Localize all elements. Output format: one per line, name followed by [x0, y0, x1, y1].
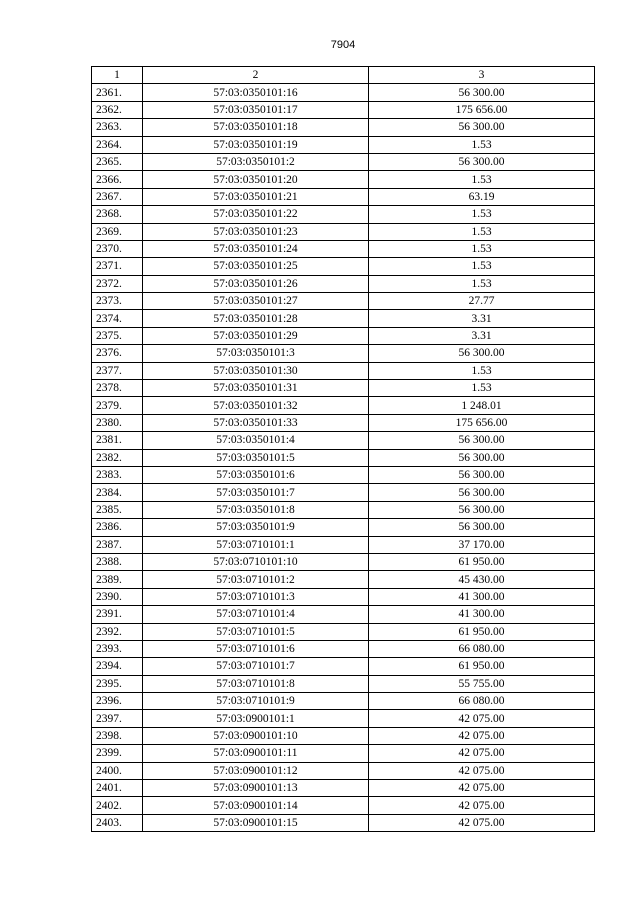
cadastral-number-cell: 57:03:0350101:33 — [143, 414, 369, 431]
cadastral-value-table — [91, 66, 595, 832]
table-row — [92, 640, 595, 657]
column-header-3: 3 — [369, 67, 595, 84]
value-cell: 1.53 — [369, 380, 595, 397]
cadastral-number-cell: 57:03:0350101:8 — [143, 501, 369, 518]
value-cell: 66 080.00 — [369, 640, 595, 657]
row-number-cell: 2369. — [92, 223, 143, 240]
table-row — [92, 449, 595, 466]
value-cell: 55 755.00 — [369, 675, 595, 692]
table-row — [92, 171, 595, 188]
cadastral-number-cell: 57:03:0710101:5 — [143, 623, 369, 640]
table-row — [92, 623, 595, 640]
row-number-cell: 2388. — [92, 553, 143, 570]
value-cell: 1.53 — [369, 240, 595, 257]
value-cell: 27.77 — [369, 293, 595, 310]
row-number-cell: 2393. — [92, 640, 143, 657]
row-number-cell: 2381. — [92, 432, 143, 449]
page-number: 7904 — [330, 39, 356, 51]
cadastral-number-cell: 57:03:0350101:9 — [143, 519, 369, 536]
table-row — [92, 710, 595, 727]
row-number-cell: 2399. — [92, 745, 143, 762]
cadastral-number-cell: 57:03:0350101:16 — [143, 84, 369, 101]
table-row — [92, 501, 595, 518]
value-cell: 56 300.00 — [369, 153, 595, 170]
value-cell: 56 300.00 — [369, 466, 595, 483]
cadastral-number-cell: 57:03:0710101:10 — [143, 553, 369, 570]
value-cell: 41 300.00 — [369, 606, 595, 623]
value-cell: 61 950.00 — [369, 623, 595, 640]
row-number-cell: 2371. — [92, 258, 143, 275]
value-cell: 3.31 — [369, 327, 595, 344]
cadastral-number-cell: 57:03:0350101:18 — [143, 119, 369, 136]
cadastral-number-cell: 57:03:0350101:2 — [143, 153, 369, 170]
value-cell: 1.53 — [369, 206, 595, 223]
table-row — [92, 780, 595, 797]
value-cell: 175 656.00 — [369, 101, 595, 118]
value-cell: 66 080.00 — [369, 693, 595, 710]
value-cell: 42 075.00 — [369, 710, 595, 727]
cadastral-number-cell: 57:03:0350101:27 — [143, 293, 369, 310]
cadastral-number-cell: 57:03:0900101:15 — [143, 814, 369, 831]
cadastral-number-cell: 57:03:0710101:8 — [143, 675, 369, 692]
row-number-cell: 2385. — [92, 501, 143, 518]
row-number-cell: 2372. — [92, 275, 143, 292]
row-number-cell: 2398. — [92, 727, 143, 744]
table-row — [92, 727, 595, 744]
value-cell: 56 300.00 — [369, 519, 595, 536]
table-row — [92, 310, 595, 327]
cadastral-number-cell: 57:03:0350101:6 — [143, 466, 369, 483]
cadastral-number-cell: 57:03:0350101:26 — [143, 275, 369, 292]
value-cell: 175 656.00 — [369, 414, 595, 431]
cadastral-number-cell: 57:03:0350101:7 — [143, 484, 369, 501]
value-cell: 42 075.00 — [369, 780, 595, 797]
value-cell: 61 950.00 — [369, 553, 595, 570]
row-number-cell: 2401. — [92, 780, 143, 797]
value-cell: 1.53 — [369, 362, 595, 379]
value-cell: 1.53 — [369, 258, 595, 275]
cadastral-number-cell: 57:03:0900101:14 — [143, 797, 369, 814]
value-cell: 56 300.00 — [369, 501, 595, 518]
value-cell: 1 248.01 — [369, 397, 595, 414]
cadastral-number-cell: 57:03:0350101:17 — [143, 101, 369, 118]
row-number-cell: 2403. — [92, 814, 143, 831]
row-number-cell: 2390. — [92, 588, 143, 605]
value-cell: 1.53 — [369, 171, 595, 188]
table-row — [92, 571, 595, 588]
row-number-cell: 2376. — [92, 345, 143, 362]
row-number-cell: 2391. — [92, 606, 143, 623]
cadastral-number-cell: 57:03:0350101:24 — [143, 240, 369, 257]
value-cell: 37 170.00 — [369, 536, 595, 553]
value-cell: 56 300.00 — [369, 484, 595, 501]
table-row — [92, 432, 595, 449]
table-row — [92, 223, 595, 240]
table-row — [92, 588, 595, 605]
cadastral-number-cell: 57:03:0350101:30 — [143, 362, 369, 379]
value-cell: 1.53 — [369, 223, 595, 240]
cadastral-number-cell: 57:03:0710101:4 — [143, 606, 369, 623]
row-number-cell: 2377. — [92, 362, 143, 379]
value-cell: 42 075.00 — [369, 762, 595, 779]
table-row — [92, 397, 595, 414]
row-number-cell: 2363. — [92, 119, 143, 136]
cadastral-number-cell: 57:03:0350101:31 — [143, 380, 369, 397]
cadastral-number-cell: 57:03:0710101:2 — [143, 571, 369, 588]
table-row — [92, 519, 595, 536]
cadastral-number-cell: 57:03:0710101:7 — [143, 658, 369, 675]
table-row — [92, 536, 595, 553]
cadastral-number-cell: 57:03:0900101:10 — [143, 727, 369, 744]
table-row — [92, 553, 595, 570]
row-number-cell: 2368. — [92, 206, 143, 223]
value-cell: 42 075.00 — [369, 745, 595, 762]
cadastral-number-cell: 57:03:0900101:1 — [143, 710, 369, 727]
cadastral-number-cell: 57:03:0350101:21 — [143, 188, 369, 205]
table-row — [92, 675, 595, 692]
table-row — [92, 814, 595, 831]
row-number-cell: 2394. — [92, 658, 143, 675]
row-number-cell: 2361. — [92, 84, 143, 101]
value-cell: 63.19 — [369, 188, 595, 205]
column-header-1: 1 — [92, 67, 143, 84]
table-row — [92, 797, 595, 814]
table-row — [92, 240, 595, 257]
row-number-cell: 2374. — [92, 310, 143, 327]
table-row — [92, 693, 595, 710]
value-cell: 41 300.00 — [369, 588, 595, 605]
row-number-cell: 2392. — [92, 623, 143, 640]
row-number-cell: 2367. — [92, 188, 143, 205]
row-number-cell: 2383. — [92, 466, 143, 483]
cadastral-number-cell: 57:03:0350101:25 — [143, 258, 369, 275]
cadastral-number-cell: 57:03:0350101:19 — [143, 136, 369, 153]
table-row — [92, 258, 595, 275]
value-cell: 56 300.00 — [369, 345, 595, 362]
table-row — [92, 484, 595, 501]
row-number-cell: 2400. — [92, 762, 143, 779]
value-cell: 56 300.00 — [369, 119, 595, 136]
table-row — [92, 84, 595, 101]
table-header-row — [92, 67, 595, 84]
table-row — [92, 153, 595, 170]
cadastral-number-cell: 57:03:0350101:28 — [143, 310, 369, 327]
table-row — [92, 275, 595, 292]
value-cell: 3.31 — [369, 310, 595, 327]
table-row — [92, 745, 595, 762]
row-number-cell: 2365. — [92, 153, 143, 170]
cadastral-number-cell: 57:03:0900101:13 — [143, 780, 369, 797]
table-row — [92, 762, 595, 779]
value-cell: 42 075.00 — [369, 814, 595, 831]
row-number-cell: 2378. — [92, 380, 143, 397]
row-number-cell: 2384. — [92, 484, 143, 501]
row-number-cell: 2402. — [92, 797, 143, 814]
row-number-cell: 2379. — [92, 397, 143, 414]
table-row — [92, 380, 595, 397]
row-number-cell: 2396. — [92, 693, 143, 710]
value-cell: 42 075.00 — [369, 797, 595, 814]
row-number-cell: 2373. — [92, 293, 143, 310]
cadastral-number-cell: 57:03:0350101:23 — [143, 223, 369, 240]
table-row — [92, 606, 595, 623]
value-cell: 1.53 — [369, 136, 595, 153]
table-row — [92, 188, 595, 205]
row-number-cell: 2382. — [92, 449, 143, 466]
cadastral-number-cell: 57:03:0350101:22 — [143, 206, 369, 223]
column-header-2: 2 — [143, 67, 369, 84]
cadastral-number-cell: 57:03:0710101:1 — [143, 536, 369, 553]
row-number-cell: 2397. — [92, 710, 143, 727]
row-number-cell: 2375. — [92, 327, 143, 344]
value-cell: 42 075.00 — [369, 727, 595, 744]
cadastral-number-cell: 57:03:0350101:4 — [143, 432, 369, 449]
row-number-cell: 2370. — [92, 240, 143, 257]
cadastral-number-cell: 57:03:0350101:32 — [143, 397, 369, 414]
table-row — [92, 345, 595, 362]
value-cell: 56 300.00 — [369, 84, 595, 101]
row-number-cell: 2366. — [92, 171, 143, 188]
value-cell: 61 950.00 — [369, 658, 595, 675]
cadastral-number-cell: 57:03:0350101:29 — [143, 327, 369, 344]
row-number-cell: 2389. — [92, 571, 143, 588]
table-row — [92, 293, 595, 310]
cadastral-number-cell: 57:03:0350101:20 — [143, 171, 369, 188]
table-row — [92, 414, 595, 431]
table-row — [92, 466, 595, 483]
table-row — [92, 119, 595, 136]
cadastral-number-cell: 57:03:0900101:11 — [143, 745, 369, 762]
row-number-cell: 2362. — [92, 101, 143, 118]
table-row — [92, 136, 595, 153]
table-row — [92, 327, 595, 344]
value-cell: 45 430.00 — [369, 571, 595, 588]
cadastral-number-cell: 57:03:0710101:3 — [143, 588, 369, 605]
table-body — [92, 84, 595, 832]
value-cell: 56 300.00 — [369, 449, 595, 466]
row-number-cell: 2364. — [92, 136, 143, 153]
cadastral-number-cell: 57:03:0710101:6 — [143, 640, 369, 657]
row-number-cell: 2387. — [92, 536, 143, 553]
value-cell: 1.53 — [369, 275, 595, 292]
cadastral-number-cell: 57:03:0900101:12 — [143, 762, 369, 779]
cadastral-number-cell: 57:03:0350101:3 — [143, 345, 369, 362]
cadastral-number-cell: 57:03:0350101:5 — [143, 449, 369, 466]
value-cell: 56 300.00 — [369, 432, 595, 449]
table-row — [92, 206, 595, 223]
table-row — [92, 101, 595, 118]
table-row — [92, 362, 595, 379]
table-row — [92, 658, 595, 675]
row-number-cell: 2380. — [92, 414, 143, 431]
cadastral-number-cell: 57:03:0710101:9 — [143, 693, 369, 710]
row-number-cell: 2395. — [92, 675, 143, 692]
row-number-cell: 2386. — [92, 519, 143, 536]
